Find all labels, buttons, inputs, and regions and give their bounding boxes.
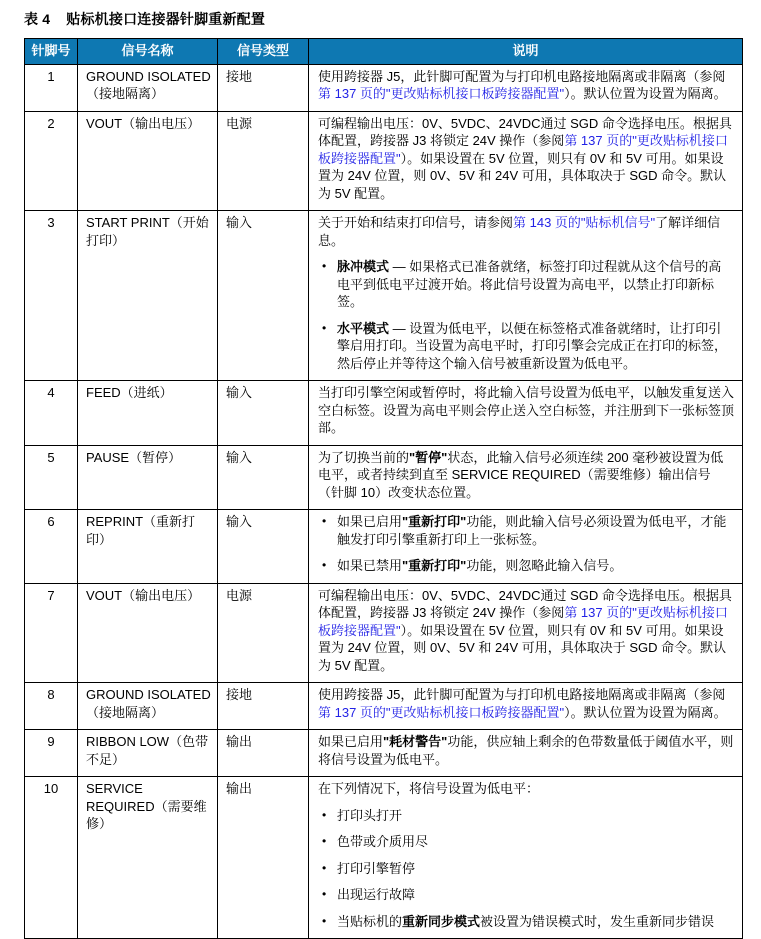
signal-name-cell: VOUT（输出电压） — [78, 111, 218, 211]
page-link[interactable]: 第 137 页的"更改贴标机接口板跨接器配置" — [318, 605, 728, 638]
text-segment: — 设置为低电平，以便在标签格式准备就绪时，让打印引擎启用打印。当设置为高电平时，打印引擎会完成正在打印的标签，然后停止并等待这个输入信号被重新设置为低电平。 — [337, 320, 728, 371]
signal-name-cell: PAUSE（暂停） — [78, 445, 218, 510]
table-row — [25, 583, 743, 683]
text-segment: 状态，此输入信号必须连续 200 毫秒被设置为低电平，或者持续到直至 SERVICE REQUIRED（需要维修）输出信号（针脚 10）改变状态位置。 — [318, 449, 724, 500]
description-cell — [309, 683, 743, 730]
description-paragraph — [318, 733, 734, 768]
text-segment: 为了切换当前的 — [318, 449, 410, 465]
text-segment: ）。如果设置在 5V 位置，则只有 0V 和 5V 可用。如果设置为 24V 位置，则 0V、5V 和 24V 可用，具体取决于 SGD 命令。默认为 5V 配置。 — [318, 622, 727, 673]
description-cell — [309, 583, 743, 683]
text-segment: 如果已启用 — [318, 734, 384, 749]
signal-name-cell: START PRINT（开始打印） — [78, 211, 218, 381]
bullet-item — [319, 258, 734, 311]
text-segment: ）。默认位置为设置为隔离。 — [564, 704, 727, 720]
signal-type-cell: 接地 — [218, 683, 309, 730]
header-pin-number: 针脚号 — [25, 39, 78, 65]
signal-type-cell: 输入 — [218, 211, 309, 381]
bullet-item — [319, 557, 734, 575]
description-cell — [309, 777, 743, 939]
text-segment: 当打印引擎空闲或暂停时，将此输入信号设置为低电平，以触发重复送入空白标签。设置为高电平则会停止送入空白标签，并注册到下一张标签顶部。 — [318, 385, 735, 435]
text-segment: 当贴标机的 — [337, 913, 403, 929]
text-segment: 可编程输出电压：0V、5VDC、24VDC通过 SGD 命令选择电压。根据具体配置，跨接器 J3 将锁定 24V 操作（参阅 — [318, 115, 732, 148]
table-row — [25, 510, 743, 584]
table-row — [25, 381, 743, 446]
text-segment: 打印引擎暂停 — [337, 860, 416, 876]
description-paragraph — [318, 780, 734, 798]
pin-number-cell: 8 — [25, 683, 78, 730]
signal-type-cell: 输出 — [218, 777, 309, 939]
bullet-item — [319, 833, 734, 851]
header-description: 说明 — [309, 39, 743, 65]
description-paragraph — [318, 384, 734, 437]
table-row — [25, 211, 743, 381]
text-segment: "重新打印" — [402, 558, 467, 573]
table-row — [25, 683, 743, 730]
bullet-item — [319, 320, 734, 373]
text-segment: "暂停" — [409, 449, 448, 465]
page-link[interactable]: 第 137 页的"更改贴标机接口板跨接器配置" — [318, 704, 565, 720]
description-paragraph — [318, 587, 734, 675]
text-segment: 色带或介质用尽 — [337, 834, 429, 849]
text-segment: ）。默认位置为设置为隔离。 — [564, 86, 727, 101]
pin-number-cell: 7 — [25, 583, 78, 683]
description-paragraph — [318, 214, 734, 249]
text-segment: ）。如果设置在 5V 位置，则只有 0V 和 5V 可用。如果设置为 24V 位置，则 0V、5V 和 24V 可用，具体取决于 SGD 命令。默认为 5V 配置。 — [318, 150, 727, 201]
text-segment: 被设置为错误模式时，发生重新同步错误 — [480, 913, 715, 929]
signal-type-cell: 输入 — [218, 381, 309, 446]
text-segment: 如果已启用 — [337, 514, 403, 529]
text-segment: — 如果格式已准备就绪，标签打印过程就从这个信号的高电平到低电平过渡开始。将此信号设置为高电平，以禁止打印新标签。 — [337, 259, 722, 309]
signal-name-cell: FEED（进纸） — [78, 381, 218, 446]
signal-name-cell: GROUND ISOLATED （接地隔离） — [78, 683, 218, 730]
description-paragraph — [318, 68, 734, 103]
bullet-item — [319, 886, 734, 904]
table-row — [25, 730, 743, 777]
header-signal-type: 信号类型 — [218, 39, 309, 65]
text-segment: 如果已禁用 — [337, 558, 403, 573]
description-cell — [309, 64, 743, 111]
description-cell — [309, 445, 743, 510]
pin-number-cell: 10 — [25, 777, 78, 939]
table-row — [25, 777, 743, 939]
text-segment: 了解详细信息。 — [318, 215, 721, 248]
description-paragraph — [318, 115, 734, 203]
text-segment: 在下列情况下，将信号设置为低电平： — [318, 781, 540, 796]
signal-type-cell: 电源 — [218, 583, 309, 683]
description-cell — [309, 111, 743, 211]
signal-name-cell: GROUND ISOLATED（接地隔离） — [78, 64, 218, 111]
signal-name-cell: VOUT（输出电压） — [78, 583, 218, 683]
signal-name-cell: SERVICE REQUIRED（需要维修） — [78, 777, 218, 939]
bullet-item — [319, 513, 734, 548]
bullet-item — [319, 807, 734, 825]
signal-name-cell: REPRINT（重新打印） — [78, 510, 218, 584]
text-segment: 功能，则此输入信号必须设置为低电平，才能触发打印引擎重新打印上一张标签。 — [337, 514, 727, 547]
table-row — [25, 111, 743, 211]
bullet-item — [319, 860, 734, 878]
signal-type-cell: 接地 — [218, 64, 309, 111]
pin-number-cell: 4 — [25, 381, 78, 446]
bullet-item — [319, 913, 734, 931]
text-segment: 功能，供应轴上剩余的色带数量低于阈值水平，则将信号设置为低电平。 — [318, 734, 734, 767]
description-paragraph — [318, 686, 734, 721]
table-title — [24, 9, 761, 29]
text-segment: 水平模式 — [337, 320, 390, 336]
description-cell — [309, 730, 743, 777]
text-segment: "耗材警告" — [383, 734, 448, 749]
text-segment: 可编程输出电压：0V、5VDC、24VDC通过 SGD 命令选择电压。根据具体配置，跨接器 J3 将锁定 24V 操作（参阅 — [318, 587, 732, 620]
pin-number-cell: 1 — [25, 64, 78, 111]
table-body — [25, 64, 743, 939]
pin-number-cell: 6 — [25, 510, 78, 584]
text-segment: 关于开始和结束打印信号，请参阅 — [318, 215, 514, 230]
description-cell — [309, 510, 743, 584]
page-link[interactable]: 第 137 页的"更改贴标机接口板跨接器配置" — [318, 86, 565, 101]
description-cell — [309, 381, 743, 446]
signal-type-cell: 输入 — [218, 510, 309, 584]
page-link[interactable]: 第 143 页的"贴标机信号" — [513, 215, 656, 230]
signal-type-cell: 输出 — [218, 730, 309, 777]
table-title-label: 表 4 — [24, 11, 51, 27]
table-title-text: 贴标机接口连接器针脚重新配置 — [66, 11, 266, 27]
text-segment: 脉冲模式 — [337, 259, 390, 274]
signal-name-cell: RIBBON LOW（色带不足） — [78, 730, 218, 777]
pin-number-cell: 2 — [25, 111, 78, 211]
text-segment: 使用跨接器 J5，此针脚可配置为与打印机电路接地隔离或非隔离（参阅 — [318, 687, 726, 702]
pin-number-cell: 5 — [25, 445, 78, 510]
signal-type-cell: 输入 — [218, 445, 309, 510]
pin-number-cell: 9 — [25, 730, 78, 777]
signal-type-cell: 电源 — [218, 111, 309, 211]
table-row — [25, 445, 743, 510]
text-segment: 出现运行故障 — [337, 887, 416, 902]
text-segment: 功能，则忽略此输入信号。 — [466, 558, 623, 573]
text-segment: 重新同步模式 — [402, 913, 481, 929]
pin-config-table — [24, 38, 743, 939]
page-link[interactable]: 第 137 页的"更改贴标机接口板跨接器配置" — [318, 133, 728, 166]
header-signal-name: 信号名称 — [78, 39, 218, 65]
pin-number-cell: 3 — [25, 211, 78, 381]
text-segment: "重新打印" — [402, 514, 467, 529]
table-row — [25, 64, 743, 111]
text-segment: 使用跨接器 J5，此针脚可配置为与打印机电路接地隔离或非隔离（参阅 — [318, 68, 726, 84]
description-paragraph — [318, 449, 734, 502]
text-segment: 打印头打开 — [337, 807, 403, 823]
description-cell — [309, 211, 743, 381]
table-header-row — [25, 39, 743, 65]
